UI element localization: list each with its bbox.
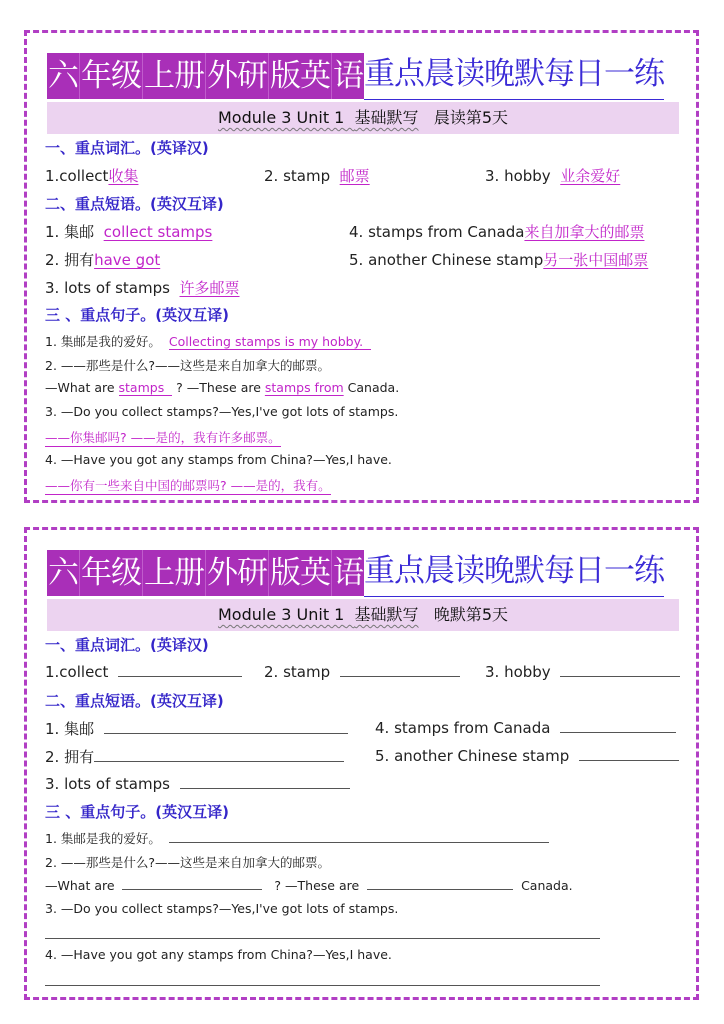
title-daily-practice: 重点晨读晚默每日一练 <box>364 550 664 600</box>
phrase-blank[interactable] <box>104 719 348 734</box>
module-unit-label: Module 3 Unit 1 基础默写 <box>217 108 419 127</box>
sentence-item: 4. —Have you got any stamps from China?—Yes,I have. <box>45 452 392 467</box>
section-vocab-title: 一、重点词汇。(英译汉) <box>45 139 209 157</box>
phrase-item: 1. 集邮 collect stamps <box>45 223 213 241</box>
answer: 来自加拿大的邮票 <box>524 223 645 241</box>
sentence-fill: —What are stamps ? —These are stamps from Canada. <box>45 380 400 395</box>
answer: 邮票 <box>339 167 370 185</box>
answer: 业余爱好 <box>560 167 621 185</box>
vocab-item: 2. stamp 邮票 <box>264 167 370 185</box>
title-char: 语 <box>333 58 363 94</box>
section-sentence-title: 三 、重点句子。(英汉互译) <box>45 803 229 821</box>
sentence-fill: —What are ? —These are Canada. <box>45 878 573 893</box>
answer: 收集 <box>108 167 139 185</box>
sentence-item: 3. —Do you collect stamps?—Yes,I've got lots of stamps. <box>45 901 399 916</box>
section-vocab-title: 一、重点词汇。(英译汉) <box>45 636 209 654</box>
phrase-item: 2. 拥有have got <box>45 251 161 269</box>
title-daily-practice: 重点晨读晚默每日一练 <box>364 53 664 103</box>
subtitle-bar <box>47 102 679 134</box>
title-grade-banner <box>47 550 364 596</box>
title-char: 外研 <box>206 53 269 99</box>
phrase-blank[interactable] <box>94 747 344 762</box>
vocab-item: 2. stamp <box>264 662 460 681</box>
vocab-blank[interactable] <box>118 662 242 677</box>
phrase-item: 3. lots of stamps 许多邮票 <box>45 279 240 297</box>
answer: 另一张中国邮票 <box>543 251 649 269</box>
vocab-item: 1.collect收集 <box>45 167 139 185</box>
sentence-answer: ——你有一些来自中国的邮票吗? ——是的，我有。 <box>45 478 331 493</box>
phrase-item: 1. 集邮 <box>45 718 348 739</box>
sentence-answer-line[interactable] <box>45 938 600 939</box>
subtitle-bar <box>47 599 679 631</box>
section-sentence-title: 三 、重点句子。(英汉互译) <box>45 306 229 324</box>
title-char: 六 <box>47 53 80 99</box>
title-char: 上册 <box>143 550 206 596</box>
answer: have got <box>94 251 161 269</box>
phrase-item: 4. stamps from Canada <box>375 718 676 737</box>
sentence-item: 2. ——那些是什么?——这些是来自加拿大的邮票。 <box>45 855 331 870</box>
title-char: 语 <box>333 555 363 591</box>
vocab-item: 3. hobby <box>485 662 680 681</box>
title-char: 六 <box>47 550 80 596</box>
sentence-item: 2. ——那些是什么?——这些是来自加拿大的邮票。 <box>45 358 331 373</box>
phrase-item: 5. another Chinese stamp <box>375 746 679 765</box>
title-char: 年级 <box>80 53 143 99</box>
vocab-blank[interactable] <box>560 662 680 677</box>
evening-dictation-card <box>24 527 699 1000</box>
phrase-item: 4. stamps from Canada来自加拿大的邮票 <box>349 223 645 241</box>
phrase-blank[interactable] <box>180 774 350 789</box>
sentence-item: 4. —Have you got any stamps from China?—Yes,I have. <box>45 947 392 962</box>
phrase-blank[interactable] <box>579 746 679 761</box>
section-phrase-title: 二、重点短语。(英汉互译) <box>45 195 224 213</box>
phrase-item: 5. another Chinese stamp另一张中国邮票 <box>349 251 649 269</box>
phrase-item: 3. lots of stamps <box>45 774 350 793</box>
title-char: 上册 <box>143 53 206 99</box>
phrase-blank[interactable] <box>560 718 676 733</box>
day-label: 晚默第5天 <box>433 605 508 624</box>
sentence-item: 1. 集邮是我的爱好。 <box>45 829 549 847</box>
title-char: 版英 <box>269 53 332 99</box>
sentence-blank[interactable] <box>169 830 549 843</box>
sentence-blank[interactable] <box>367 877 513 890</box>
answer: collect stamps <box>103 223 213 241</box>
title-grade-banner <box>47 53 364 99</box>
sentence-answer: ——你集邮吗? ——是的，我有许多邮票。 <box>45 430 281 445</box>
vocab-item: 1.collect <box>45 662 242 681</box>
sentence-answer-line[interactable] <box>45 985 600 986</box>
title-char: 版英 <box>269 550 332 596</box>
sentence-item: 3. —Do you collect stamps?—Yes,I've got lots of stamps. <box>45 404 399 419</box>
day-label: 晨读第5天 <box>433 108 508 127</box>
vocab-item: 3. hobby 业余爱好 <box>485 167 621 185</box>
sentence-item: 1. 集邮是我的爱好。 Collecting stamps is my hobby. <box>45 332 371 350</box>
answer: Collecting stamps is my hobby. <box>168 334 364 349</box>
answer: 许多邮票 <box>179 279 240 297</box>
module-unit-label: Module 3 Unit 1 基础默写 <box>217 605 419 624</box>
sentence-blank[interactable] <box>122 877 262 890</box>
answer: stamps <box>118 380 165 395</box>
title-char: 年级 <box>80 550 143 596</box>
section-phrase-title: 二、重点短语。(英汉互译) <box>45 692 224 710</box>
phrase-item: 2. 拥有 <box>45 746 344 767</box>
answer: stamps from <box>264 380 344 395</box>
vocab-blank[interactable] <box>340 662 460 677</box>
morning-reading-card <box>24 30 699 503</box>
title-char: 外研 <box>206 550 269 596</box>
